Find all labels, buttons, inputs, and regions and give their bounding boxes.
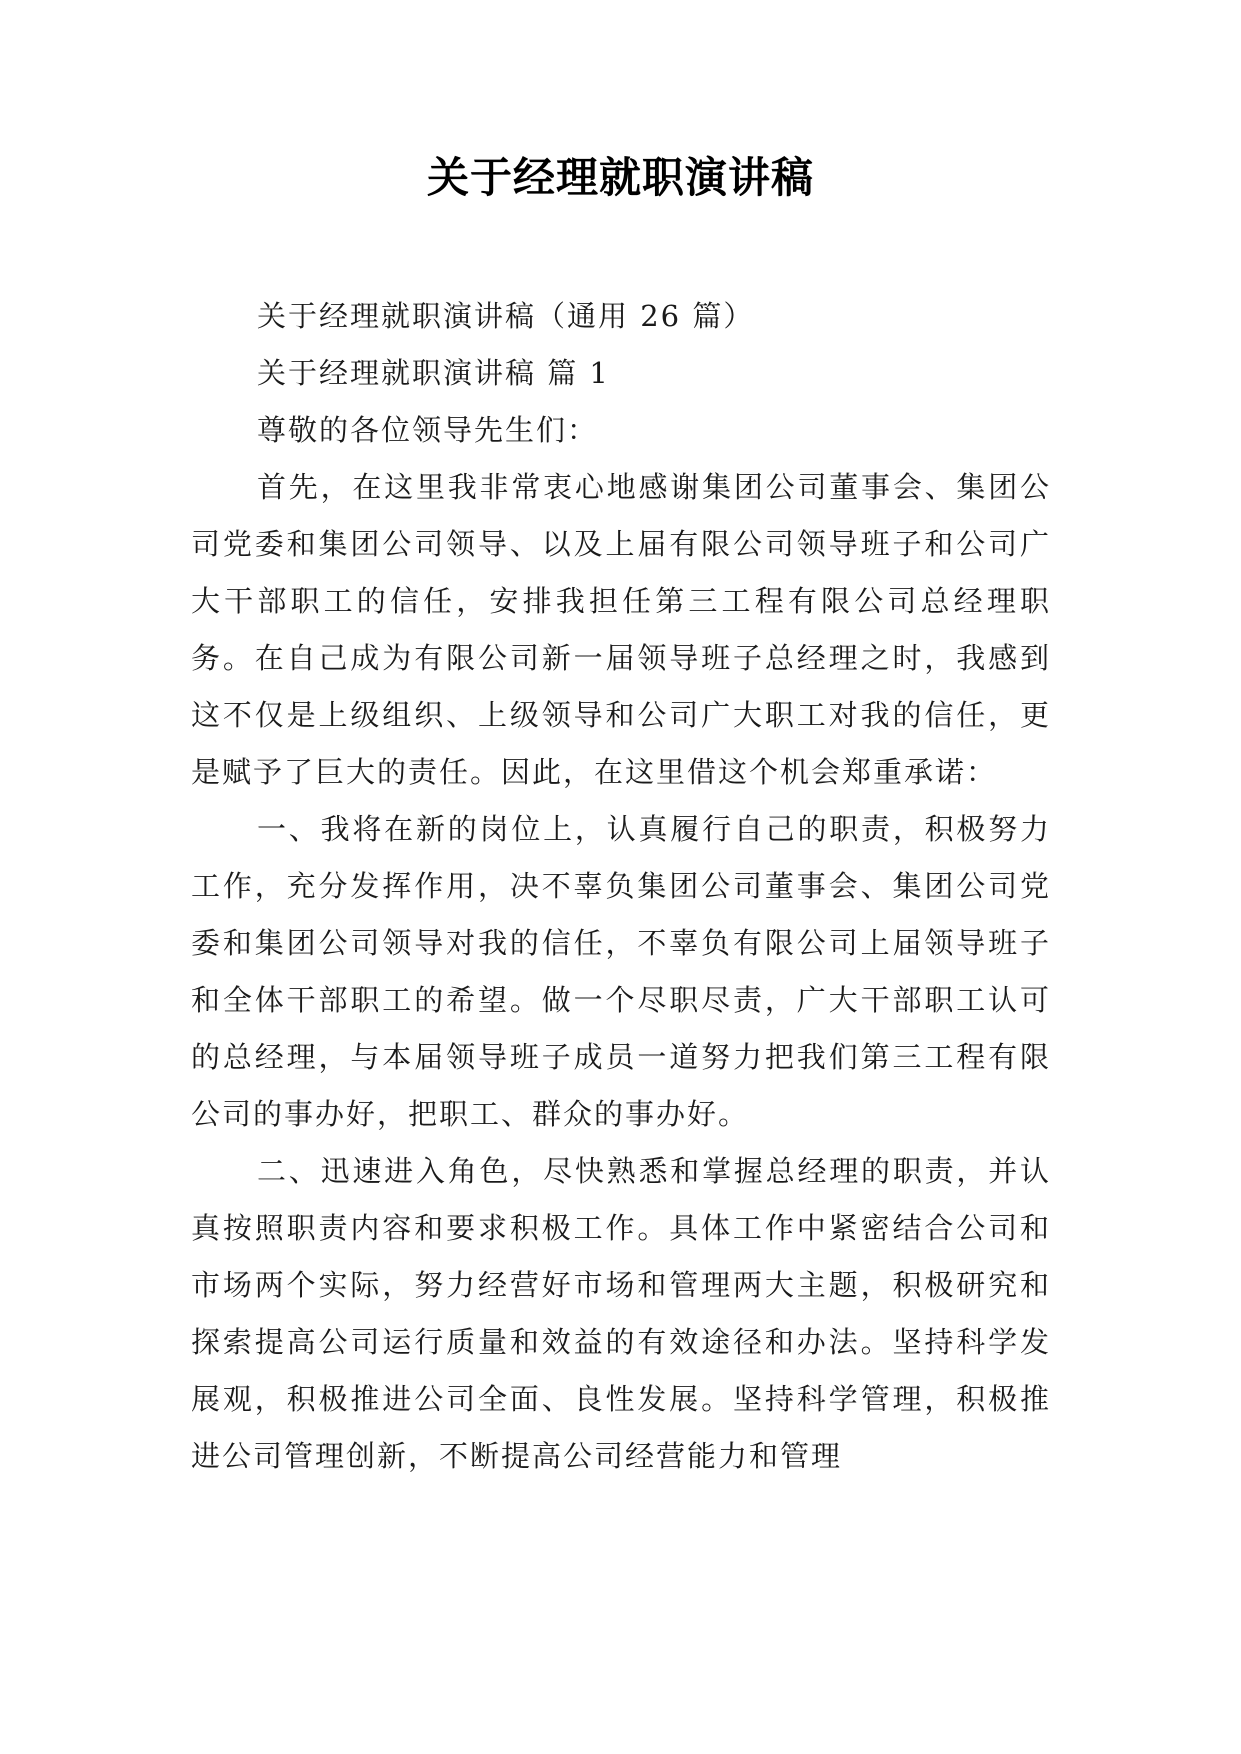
paragraph: 二、迅速进入角色，尽快熟悉和掌握总经理的职责，并认真按照职责内容和要求积极工作。具体工作中紧密结合公司和市场两个实际，努力经营好市场和管理两大主题，积极研究和探索提高公司运行质量和效益的有效途径和办法。坚持科学发展观，积极推进公司全面、良性发展。坚持科学管理，积极推进公司管理创新，不断提高公司经营能力和管理 bbox=[191, 1154, 1051, 1473]
paragraph-section-title: 关于经理就职演讲稿 篇 1 bbox=[257, 356, 610, 390]
document-title: 关于经理就职演讲稿 bbox=[426, 153, 814, 202]
paragraph-salutation: 尊敬的各位领导先生们： bbox=[257, 413, 599, 447]
paragraph-heading: 关于经理就职演讲稿（通用 26 篇） bbox=[257, 299, 755, 333]
document-body bbox=[191, 288, 1051, 1485]
paragraph: 首先，在这里我非常衷心地感谢集团公司董事会、集团公司党委和集团公司领导、以及上届有限公司领导班子和公司广大干部职工的信任，安排我担任第三工程有限公司总经理职务。在自己成为有限公司新一届领导班子总经理之时，我感到这不仅是上级组织、上级领导和公司广大职工对我的信任，更是赋予了巨大的责任。因此，在这里借这个机会郑重承诺： bbox=[191, 470, 1051, 789]
paragraph: 一、我将在新的岗位上，认真履行自己的职责，积极努力工作，充分发挥作用，决不辜负集团公司董事会、集团公司党委和集团公司领导对我的信任，不辜负有限公司上届领导班子和全体干部职工的希望。做一个尽职尽责，广大干部职工认可的总经理，与本届领导班子成员一道努力把我们第三工程有限公司的事办好，把职工、群众的事办好。 bbox=[191, 812, 1051, 1131]
